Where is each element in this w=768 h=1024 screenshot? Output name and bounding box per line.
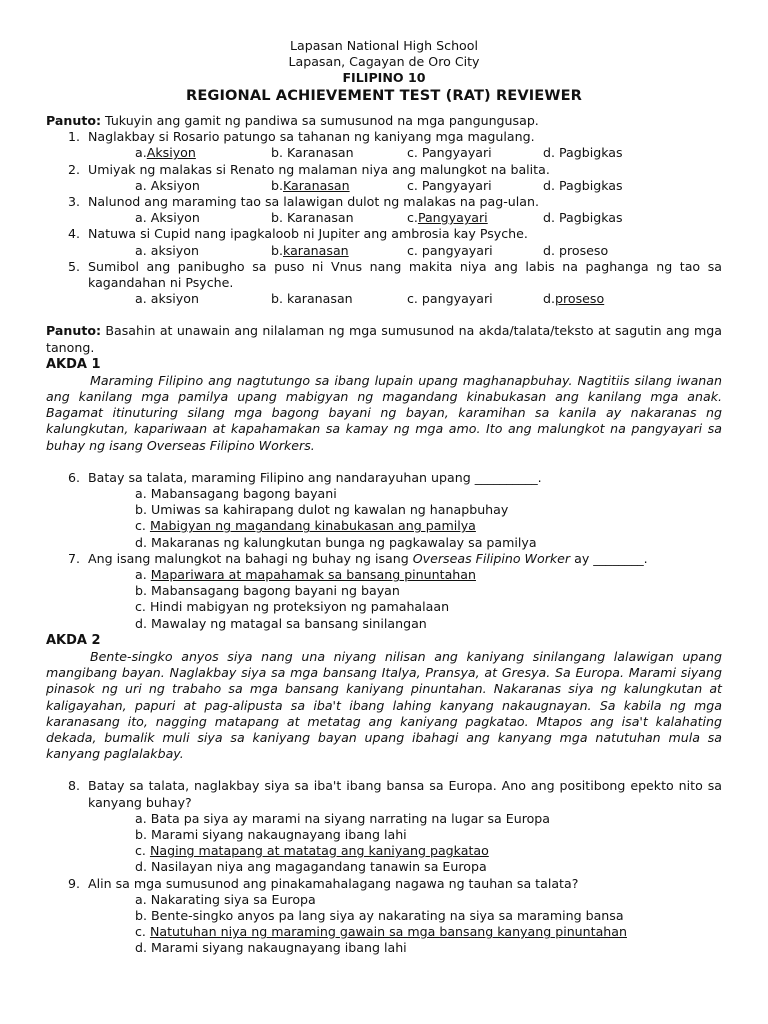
choice-a: a. Aksiyon [135, 177, 200, 193]
answer-underline: karanasan [283, 242, 349, 258]
akda-1-title: AKDA 1 [46, 356, 101, 372]
choices-4 [46, 243, 722, 259]
options-9 [46, 892, 722, 957]
instruction-2 [46, 323, 722, 355]
question-7 [46, 551, 722, 567]
question-6 [46, 470, 722, 486]
question-number: 1. [67, 129, 80, 145]
question-number: 7. [67, 550, 80, 566]
question-number: 2. [67, 161, 80, 177]
option-b: b. Mabansagang bagong bayani ng bayan [135, 583, 400, 599]
answer-underline: proseso [555, 291, 605, 307]
option-a: a. Nakarating siya sa Europa [135, 891, 316, 907]
answer-underline: Aksiyon [146, 145, 196, 161]
option-d: d. Mawalay ng matagal sa bansang sinilangan [135, 615, 427, 631]
answer-underline: Mapariwara at mapahamak sa bansang pinuntahan [150, 567, 476, 583]
choice-a: a.Aksiyon [135, 145, 196, 161]
options-7 [46, 567, 722, 632]
choice-b: b.karanasan [271, 242, 349, 258]
choice-b: b.Karanasan [271, 177, 350, 193]
choice-a: a. Aksiyon [135, 210, 200, 226]
document-title: REGIONAL ACHIEVEMENT TEST (RAT) REVIEWER [186, 87, 582, 104]
question-text: Sumibol ang panibugho sa puso ni Vnus nang makita niya ang labis na paghanga ng tao sa kagandahan ni Psyche. [88, 258, 722, 291]
choice-d: d.proseso [543, 291, 605, 307]
choice-d: d. proseso [543, 242, 609, 258]
instruction-text: Basahin at unawain ang nilalaman ng mga sumusunod na akda/talata/teksto at sagutin ang mga tanong. [46, 323, 722, 355]
question-5 [46, 259, 722, 291]
answer-underline: Pangyayari [417, 210, 488, 226]
answer-underline: Naging matapang at matatag ang kaniyang pagkatao [149, 843, 489, 859]
option-b: b. Umiwas sa kahirapang dulot ng kawalan ng hanapbuhay [135, 502, 509, 518]
akda-2-text: Bente-singko anyos siya nang una niyang nilisan ang kaniyang sinilangang lalawigan upang mangibang bayan. Naglakbay siya sa mga bansang Italya, Pransya, at Gresya. Sa Europa. Marami siyang pinasok ng uri ng trabaho sa mga bansang kaniyang pinuntahan. Nakaranas siya ng kalungkutan at kaligayahan, papuri at pag-alipusta sa iba't ibang lahing kanyang nakaugnayan. Sa kabila ng mga karanasang ito, nagging matapang at metatag ang kaniyang pagkatao. Mtapos ang isa't kalahating dekada, bumalik muli siya sa kaniyang bayan upang ibahagi ang kanyang mga natutuhan mula sa kanyang paglalakbay. [46, 648, 722, 762]
akda-2-title: AKDA 2 [46, 632, 101, 648]
question-3 [46, 194, 722, 210]
choice-d: d. Pagbigkas [543, 177, 623, 193]
choice-c: c. Pangyayari [407, 177, 492, 193]
choices-3 [46, 210, 722, 226]
school-address: Lapasan, Cagayan de Oro City [288, 54, 480, 69]
akda-1-text: Maraming Filipino ang nagtutungo sa ibang lupain upang maghanapbuhay. Nagtitiis silang iwanan ang kanilang mga pamilya upang mabigyan ng magandang kinabukasan ang kanilang mga anak. Bagamat itinuturing silang mga bagong bayani ng bayan, karamihan sa kanila ay nakaranas ng kalungkutan, kapariwaan at kapahamakan sa kamay ng mga amo. Ito ang malungkot na pangyayari sa buhay ng isang Overseas Filipino Workers. [46, 372, 722, 453]
subject-title: FILIPINO 10 [342, 70, 426, 85]
question-text: Naglakbay si Rosario patungo sa tahanan ng kaniyang mga magulang. [88, 129, 535, 145]
choice-c: c. pangyayari [407, 242, 493, 258]
document-page [46, 38, 722, 957]
option-c: c. Naging matapang at matatag ang kaniyang pagkatao [135, 843, 489, 859]
choices-5 [46, 291, 722, 307]
option-a: a. Mapariwara at mapahamak sa bansang pinuntahan [135, 567, 476, 583]
question-text: Ang isang malungkot na bahagi ng buhay ng isang Overseas Filipino Worker ay ________. [88, 550, 648, 566]
question-text: Alin sa mga sumusunod ang pinakamahalagang nagawa ng tauhan sa talata? [88, 875, 579, 891]
option-c: c. Hindi mabigyan ng proteksiyon ng pamahalaan [135, 599, 450, 615]
instruction-label: Panuto: [46, 323, 102, 339]
choice-d: d. Pagbigkas [543, 145, 623, 161]
question-text: Umiyak ng malakas si Renato ng malaman niya ang malungkot na balita. [88, 161, 550, 177]
choice-b: b. Karanasan [271, 210, 354, 226]
question-text: Natuwa si Cupid nang ipagkaloob ni Jupiter ang ambrosia kay Psyche. [88, 226, 528, 242]
school-name: Lapasan National High School [290, 38, 478, 53]
choice-a: a. aksiyon [135, 291, 199, 307]
answer-underline: Natutuhan niya ng maraming gawain sa mga bansang kanyang pinuntahan [149, 924, 627, 940]
option-d: d. Marami siyang nakaugnayang ibang lahi [135, 940, 407, 956]
choice-c: c. pangyayari [407, 291, 493, 307]
option-d: d. Makaranas ng kalungkutan bunga ng pagkawalay sa pamilya [135, 534, 537, 550]
choice-b: b. Karanasan [271, 145, 354, 161]
question-text: Batay sa talata, naglakbay siya sa iba't ibang bansa sa Europa. Ano ang positibong epekto nito sa kanyang buhay? [88, 778, 722, 810]
instruction-text: Tukuyin ang gamit ng pandiwa sa sumusunod na mga pangungusap. [101, 113, 539, 128]
choices-2 [46, 178, 722, 194]
question-number: 9. [67, 875, 80, 891]
option-a: a. Mabansagang bagong bayani [135, 486, 337, 502]
answer-underline: Mabigyan ng magandang kinabukasan ang pamilya [149, 518, 476, 534]
question-number: 5. [67, 258, 80, 274]
question-4 [46, 226, 722, 242]
question-8 [46, 778, 722, 810]
question-number: 8. [67, 778, 80, 794]
option-b: b. Marami siyang nakaugnayang ibang lahi [135, 826, 407, 842]
question-9 [46, 876, 722, 892]
option-c: c. Mabigyan ng magandang kinabukasan ang pamilya [135, 518, 476, 534]
question-number: 3. [67, 194, 80, 210]
choices-1 [46, 145, 722, 161]
question-1 [46, 129, 722, 145]
choice-c: c.Pangyayari [407, 210, 488, 226]
options-8 [46, 811, 722, 876]
question-text: Batay sa talata, maraming Filipino ang nandarayuhan upang __________. [88, 469, 542, 485]
choice-d: d. Pagbigkas [543, 210, 623, 226]
option-a: a. Bata pa siya ay marami na siyang narrating na lugar sa Europa [135, 810, 551, 826]
option-b: b. Bente-singko anyos pa lang siya ay nakarating na siya sa maraming bansa [135, 907, 624, 923]
choice-b: b. karanasan [271, 291, 353, 307]
question-number: 6. [67, 469, 80, 485]
question-text: Nalunod ang maraming tao sa lalawigan dulot ng malakas na pag-ulan. [88, 194, 539, 210]
question-number: 4. [67, 226, 80, 242]
answer-underline: Karanasan [283, 177, 350, 193]
option-c: c. Natutuhan niya ng maraming gawain sa mga bansang kanyang pinuntahan [135, 924, 627, 940]
option-d: d. Nasilayan niya ang magagandang tanawin sa Europa [135, 859, 487, 875]
instruction-1 [46, 113, 722, 129]
instruction-label: Panuto: [46, 113, 102, 128]
options-6 [46, 486, 722, 551]
choice-a: a. aksiyon [135, 242, 199, 258]
choice-c: c. Pangyayari [407, 145, 492, 161]
question-2 [46, 162, 722, 178]
